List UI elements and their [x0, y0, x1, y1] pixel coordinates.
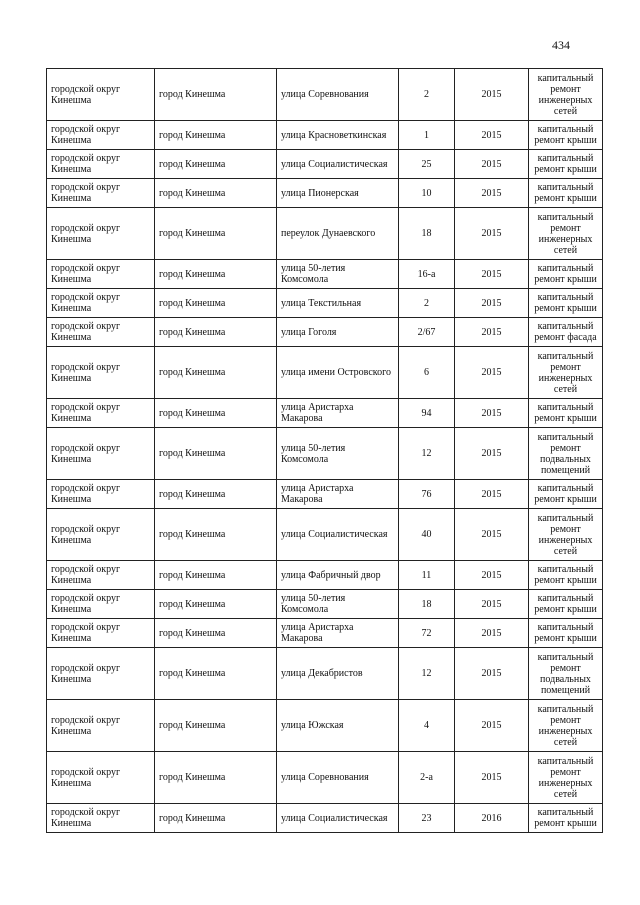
street-cell: улица 50-летия Комсомола — [277, 260, 399, 289]
year-cell: 2015 — [455, 648, 529, 700]
table-row — [47, 648, 603, 700]
table-row — [47, 69, 603, 121]
area-cell: городской округ Кинешма — [47, 700, 155, 752]
house-number-cell: 25 — [399, 150, 455, 179]
city-cell: город Кинешма — [155, 289, 277, 318]
work-type-cell: капитальный ремонт инженерных сетей — [529, 509, 603, 561]
city-cell: город Кинешма — [155, 208, 277, 260]
year-cell: 2015 — [455, 208, 529, 260]
street-cell: улица Аристарха Макарова — [277, 480, 399, 509]
house-number-cell: 72 — [399, 619, 455, 648]
street-cell: улица Декабристов — [277, 648, 399, 700]
street-cell: улица Красноветкинская — [277, 121, 399, 150]
area-cell: городской округ Кинешма — [47, 289, 155, 318]
year-cell: 2015 — [455, 561, 529, 590]
work-type-cell: капитальный ремонт инженерных сетей — [529, 208, 603, 260]
year-cell: 2015 — [455, 509, 529, 561]
year-cell: 2015 — [455, 700, 529, 752]
city-cell: город Кинешма — [155, 150, 277, 179]
work-type-cell: капитальный ремонт инженерных сетей — [529, 700, 603, 752]
area-cell: городской округ Кинешма — [47, 318, 155, 347]
street-cell: переулок Дунаевского — [277, 208, 399, 260]
city-cell: город Кинешма — [155, 561, 277, 590]
street-cell: улица Социалистическая — [277, 150, 399, 179]
work-type-cell: капитальный ремонт крыши — [529, 480, 603, 509]
year-cell: 2015 — [455, 480, 529, 509]
work-type-cell: капитальный ремонт крыши — [529, 619, 603, 648]
house-number-cell: 40 — [399, 509, 455, 561]
house-number-cell: 2 — [399, 69, 455, 121]
year-cell: 2015 — [455, 150, 529, 179]
table-body — [47, 69, 603, 833]
street-cell: улица Аристарха Макарова — [277, 399, 399, 428]
year-cell: 2016 — [455, 804, 529, 833]
table-row — [47, 590, 603, 619]
work-type-cell: капитальный ремонт фасада — [529, 318, 603, 347]
city-cell: город Кинешма — [155, 179, 277, 208]
city-cell: город Кинешма — [155, 804, 277, 833]
house-number-cell: 12 — [399, 648, 455, 700]
housing-repair-table — [46, 68, 603, 833]
page-number: 434 — [552, 38, 570, 52]
area-cell: городской округ Кинешма — [47, 428, 155, 480]
work-type-cell: капитальный ремонт инженерных сетей — [529, 69, 603, 121]
city-cell: город Кинешма — [155, 509, 277, 561]
house-number-cell: 2-а — [399, 752, 455, 804]
work-type-cell: капитальный ремонт крыши — [529, 590, 603, 619]
table-row — [47, 208, 603, 260]
year-cell: 2015 — [455, 347, 529, 399]
area-cell: городской округ Кинешма — [47, 208, 155, 260]
house-number-cell: 10 — [399, 179, 455, 208]
work-type-cell: капитальный ремонт крыши — [529, 804, 603, 833]
work-type-cell: капитальный ремонт крыши — [529, 289, 603, 318]
area-cell: городской округ Кинешма — [47, 260, 155, 289]
year-cell: 2015 — [455, 69, 529, 121]
street-cell: улица 50-летия Комсомола — [277, 590, 399, 619]
city-cell: город Кинешма — [155, 648, 277, 700]
area-cell: городской округ Кинешма — [47, 480, 155, 509]
table-row — [47, 347, 603, 399]
area-cell: городской округ Кинешма — [47, 69, 155, 121]
street-cell: улица Аристарха Макарова — [277, 619, 399, 648]
house-number-cell: 4 — [399, 700, 455, 752]
house-number-cell: 23 — [399, 804, 455, 833]
house-number-cell: 6 — [399, 347, 455, 399]
street-cell: улица Текстильная — [277, 289, 399, 318]
table-row — [47, 428, 603, 480]
street-cell: улица Фабричный двор — [277, 561, 399, 590]
table-row — [47, 150, 603, 179]
street-cell: улица Соревнования — [277, 69, 399, 121]
street-cell: улица имени Островского — [277, 347, 399, 399]
city-cell: город Кинешма — [155, 700, 277, 752]
city-cell: город Кинешма — [155, 590, 277, 619]
work-type-cell: капитальный ремонт крыши — [529, 121, 603, 150]
table-row — [47, 480, 603, 509]
area-cell: городской округ Кинешма — [47, 590, 155, 619]
area-cell: городской округ Кинешма — [47, 561, 155, 590]
table-row — [47, 619, 603, 648]
table-row — [47, 561, 603, 590]
city-cell: город Кинешма — [155, 399, 277, 428]
table-row — [47, 289, 603, 318]
year-cell: 2015 — [455, 260, 529, 289]
street-cell: улица Социалистическая — [277, 804, 399, 833]
city-cell: город Кинешма — [155, 121, 277, 150]
table-row — [47, 752, 603, 804]
city-cell: город Кинешма — [155, 752, 277, 804]
area-cell: городской округ Кинешма — [47, 648, 155, 700]
street-cell: улица 50-летия Комсомола — [277, 428, 399, 480]
table-row — [47, 260, 603, 289]
year-cell: 2015 — [455, 428, 529, 480]
work-type-cell: капитальный ремонт крыши — [529, 179, 603, 208]
street-cell: улица Соревнования — [277, 752, 399, 804]
table-row — [47, 509, 603, 561]
house-number-cell: 2/67 — [399, 318, 455, 347]
city-cell: город Кинешма — [155, 428, 277, 480]
year-cell: 2015 — [455, 619, 529, 648]
work-type-cell: капитальный ремонт инженерных сетей — [529, 752, 603, 804]
street-cell: улица Гоголя — [277, 318, 399, 347]
table-row — [47, 179, 603, 208]
table-row — [47, 121, 603, 150]
house-number-cell: 16-а — [399, 260, 455, 289]
house-number-cell: 11 — [399, 561, 455, 590]
work-type-cell: капитальный ремонт крыши — [529, 399, 603, 428]
table-row — [47, 804, 603, 833]
work-type-cell: капитальный ремонт крыши — [529, 260, 603, 289]
table-row — [47, 700, 603, 752]
house-number-cell: 12 — [399, 428, 455, 480]
house-number-cell: 2 — [399, 289, 455, 318]
area-cell: городской округ Кинешма — [47, 179, 155, 208]
year-cell: 2015 — [455, 179, 529, 208]
year-cell: 2015 — [455, 399, 529, 428]
city-cell: город Кинешма — [155, 318, 277, 347]
work-type-cell: капитальный ремонт крыши — [529, 150, 603, 179]
city-cell: город Кинешма — [155, 347, 277, 399]
year-cell: 2015 — [455, 752, 529, 804]
area-cell: городской округ Кинешма — [47, 399, 155, 428]
area-cell: городской округ Кинешма — [47, 804, 155, 833]
street-cell: улица Южская — [277, 700, 399, 752]
city-cell: город Кинешма — [155, 69, 277, 121]
area-cell: городской округ Кинешма — [47, 752, 155, 804]
area-cell: городской округ Кинешма — [47, 150, 155, 179]
street-cell: улица Социалистическая — [277, 509, 399, 561]
table-row — [47, 318, 603, 347]
work-type-cell: капитальный ремонт подвальных помещений — [529, 648, 603, 700]
work-type-cell: капитальный ремонт инженерных сетей — [529, 347, 603, 399]
city-cell: город Кинешма — [155, 260, 277, 289]
house-number-cell: 76 — [399, 480, 455, 509]
area-cell: городской округ Кинешма — [47, 619, 155, 648]
work-type-cell: капитальный ремонт крыши — [529, 561, 603, 590]
house-number-cell: 18 — [399, 208, 455, 260]
area-cell: городской округ Кинешма — [47, 347, 155, 399]
area-cell: городской округ Кинешма — [47, 509, 155, 561]
city-cell: город Кинешма — [155, 480, 277, 509]
city-cell: город Кинешма — [155, 619, 277, 648]
house-number-cell: 94 — [399, 399, 455, 428]
house-number-cell: 18 — [399, 590, 455, 619]
table-row — [47, 399, 603, 428]
work-type-cell: капитальный ремонт подвальных помещений — [529, 428, 603, 480]
year-cell: 2015 — [455, 289, 529, 318]
year-cell: 2015 — [455, 121, 529, 150]
year-cell: 2015 — [455, 590, 529, 619]
street-cell: улица Пионерская — [277, 179, 399, 208]
year-cell: 2015 — [455, 318, 529, 347]
area-cell: городской округ Кинешма — [47, 121, 155, 150]
house-number-cell: 1 — [399, 121, 455, 150]
